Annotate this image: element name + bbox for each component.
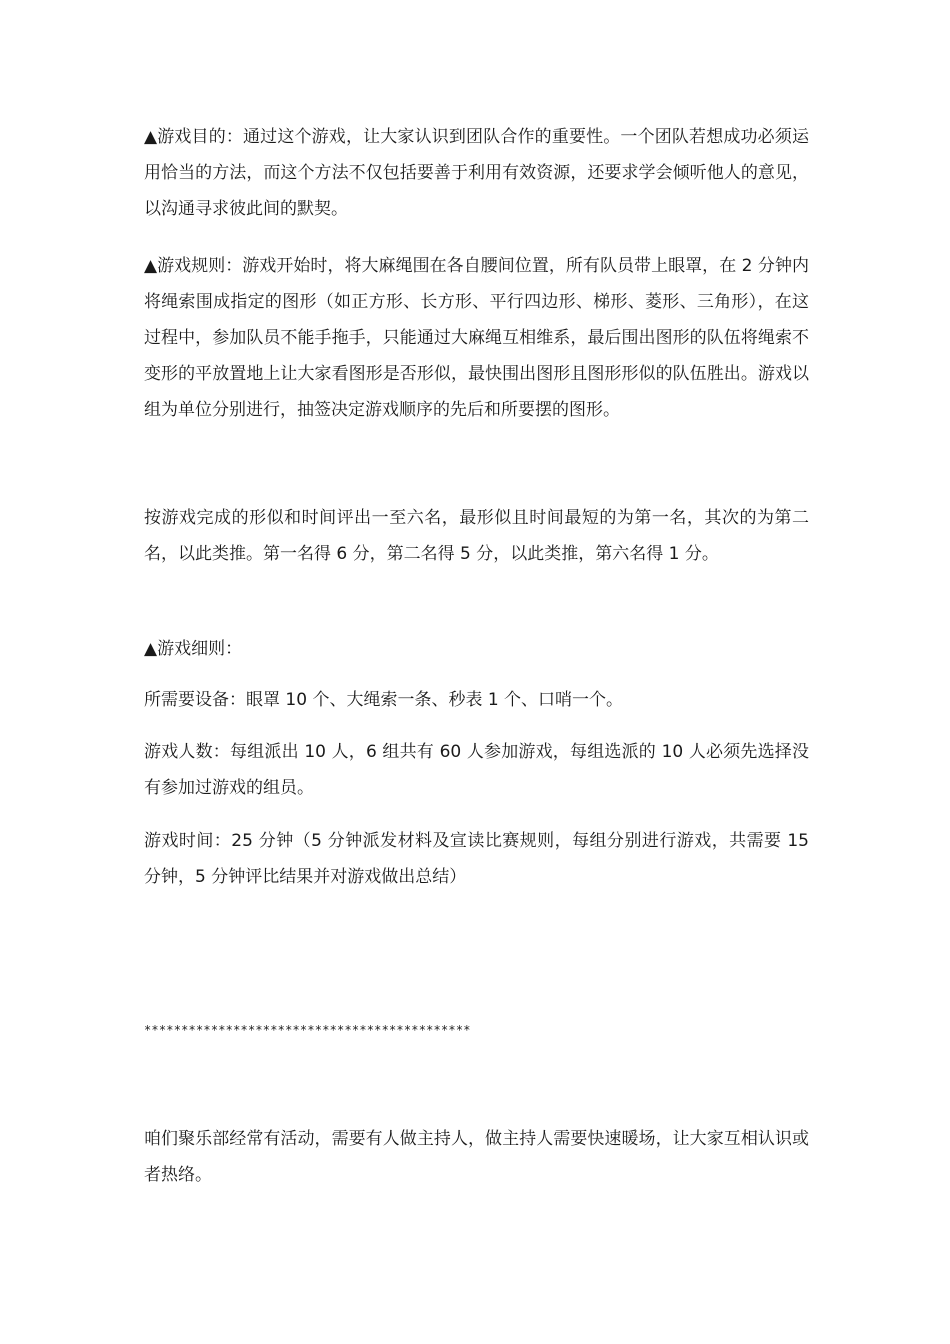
paragraph-club-intro: 咱们聚乐部经常有活动，需要有人做主持人，做主持人需要快速暖场，让大家互相认识或者热络。 [144,1129,809,1185]
paragraph-equipment: 所需要设备：眼罩 10 个、大绳索一条、秒表 1 个、口哨一个。 [144,690,624,710]
paragraph-game-purpose: ▲游戏目的：通过这个游戏，让大家认识到团队合作的重要性。一个团队若想成功必须运用恰当的方法，而这个方法不仅包括要善于利用有效资源，还要求学会倾听他人的意见，以沟通寻求彼此间的默契。 [144,127,809,219]
asterisk-divider: ******************************************** [144,1023,471,1037]
paragraph-game-rules: ▲游戏规则：游戏开始时，将大麻绳围在各自腰间位置，所有队员带上眼罩，在 2 分钟内将绳索围成指定的图形（如正方形、长方形、平行四边形、梯形、菱形、三角形），在这过程中，参加队员不能手拖手，只能通过大麻绳互相维系，最后围出图形的队伍将绳索不变形的平放置地上让大家看图形是否形似，最快围出图形且图形形似的队伍胜出。游戏以组为单位分别进行，抽签决定游戏顺序的先后和所要摆的图形。 [144,256,809,420]
paragraph-duration: 游戏时间：25 分钟（5 分钟派发材料及宣读比赛规则，每组分别进行游戏，共需要 15 分钟，5 分钟评比结果并对游戏做出总结） [144,831,809,887]
paragraph-scoring: 按游戏完成的形似和时间评出一至六名，最形似且时间最短的为第一名，其次的为第二名，以此类推。第一名得 6 分，第二名得 5 分，以此类推，第六名得 1 分。 [144,508,809,564]
paragraph-participants: 游戏人数：每组派出 10 人，6 组共有 60 人参加游戏，每组选派的 10 人必须先选择没有参加过游戏的组员。 [144,742,809,798]
heading-game-details: ▲游戏细则： [144,639,243,659]
